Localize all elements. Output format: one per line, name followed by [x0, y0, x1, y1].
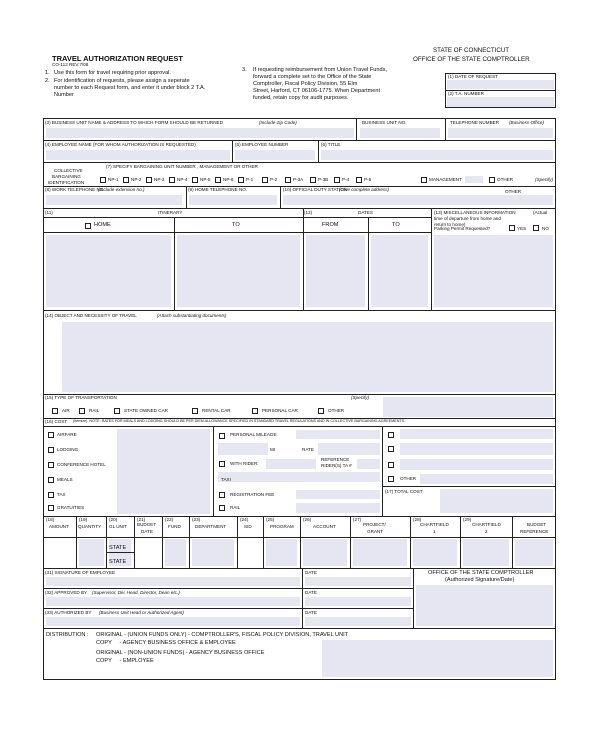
distribution-line4: COPY - EMPLOYEE: [96, 658, 154, 664]
instruction-2-line1: For identification of requests, please assign a seperate: [54, 78, 190, 84]
funding-column-number: (19): [79, 517, 88, 522]
funding-header-project-l1: PROJECT/: [363, 522, 386, 527]
funding-header-department: DEPARTMENT: [195, 524, 227, 529]
authorized-by-label: (33) AUTHORIZED BY: [45, 610, 92, 615]
bargaining-unit-label: (7) SPECIFY BARGAINING UNIT NUMBER , MANAGEMENT OR OTHER: [106, 164, 258, 169]
state-line1: STATE OF CONNECTICUT: [433, 47, 510, 54]
funding-column-number: (29): [463, 517, 472, 522]
bargaining-unit-option-label: NP-2: [131, 177, 142, 182]
from-label: FROM: [322, 222, 339, 228]
bargaining-unit-option-label: OTHER: [497, 177, 514, 182]
distribution-field[interactable]: [322, 640, 553, 677]
official-duty-station-label: (10) OFFICIAL DUTY STATION: [283, 187, 348, 192]
date-of-request-field[interactable]: [447, 80, 554, 89]
bargaining-unit-checkbox[interactable]: [169, 177, 175, 183]
cost-item-checkbox[interactable]: [48, 432, 54, 438]
title-label: (6) TITLE: [321, 142, 341, 147]
cost-item-label: LODGING: [57, 447, 79, 452]
cost-right-field-2[interactable]: [400, 443, 553, 455]
approved-by-label: (32) APPROVED BY: [45, 590, 88, 595]
bargaining-unit-checkbox[interactable]: [285, 177, 291, 183]
bargaining-unit-option-label: P-1: [246, 177, 254, 182]
rail-cost-label: RAIL: [230, 505, 241, 510]
funding-column-divider: [263, 516, 264, 568]
funding-column-divider: [410, 516, 411, 568]
funding-header-amount: AMOUNT: [49, 524, 69, 529]
instruction-2-line3: Number: [54, 92, 74, 98]
transportation-option-label: AIR: [62, 408, 70, 413]
business-unit-no-label: BUSINESS UNIT NO.: [362, 120, 407, 125]
funding-header-gl-unit-l1: GL UNIT: [109, 524, 127, 529]
employee-number-label: (5) EMPLOYEE NUMBER: [235, 142, 289, 147]
approved-date-field[interactable]: [305, 597, 411, 606]
dates-num: (12): [304, 210, 313, 215]
transportation-specify: (Specify): [351, 395, 370, 400]
registration-fee-checkbox[interactable]: [219, 492, 225, 498]
registration-fee-label: REGISTRATION FEE: [230, 492, 275, 497]
telephone-number-label: TELEPHONE NUMBER: [450, 120, 500, 125]
transportation-checkbox[interactable]: [114, 408, 120, 414]
bargaining-other-note: (Specify): [535, 177, 554, 182]
dates-to-field[interactable]: [371, 235, 428, 307]
instruction-3-line3: Comptroller, Fiscal Policy Division, 55 Elm: [253, 81, 358, 87]
funding-column-number: (23): [192, 517, 201, 522]
bargaining-unit-checkbox[interactable]: [192, 177, 198, 183]
bargaining-unit-checkbox[interactable]: [123, 177, 129, 183]
funding-column-divider: [189, 516, 190, 568]
transportation-checkbox[interactable]: [318, 408, 324, 414]
dates-to-label: TO: [392, 222, 400, 228]
bargaining-unit-option-label: NP-1: [108, 177, 119, 182]
funding-header-chartfield2-l2: 2: [485, 529, 488, 534]
bargaining-unit-option-label: NP-6: [223, 177, 234, 182]
distribution-line1: ORIGINAL - (UNION FUNDS ONLY) - COMPTROLLER'S, FISCAL POLICY DIVISION, TRAVEL UNIT: [96, 632, 349, 638]
funding-column-divider: [134, 516, 135, 568]
employee-name-label: (4) EMPLOYEE NAME (FOR WHOM AUTHORIZATION IS REQUESTED): [45, 142, 196, 147]
rail-cost-field[interactable]: [296, 503, 380, 513]
transportation-other-field[interactable]: [383, 397, 553, 417]
transportation-checkbox[interactable]: [79, 408, 85, 414]
telephone-number-note: (Business Office): [509, 120, 544, 125]
employee-signature-label: (31) SIGNATURE OF EMPLOYEE: [45, 570, 116, 575]
ta-number-label: (2) T.A. NUMBER: [448, 91, 484, 96]
instruction-3-line5: funded, retain copy for audit purposes.: [253, 95, 349, 101]
miles-field[interactable]: [218, 443, 268, 455]
cost-item-checkbox[interactable]: [48, 492, 54, 498]
cost-item-label: CONFERENCE HOTEL: [57, 462, 106, 467]
home-telephone-field[interactable]: [189, 195, 277, 205]
misc-info-line1b: (Actual: [533, 210, 548, 215]
misc-info-line3: return to home): [434, 222, 466, 227]
authorized-date-label: DATE: [305, 610, 317, 615]
business-unit-name-label: (3) BUSINESS UNIT NAME & ADDRESS TO WHICH FORM SHOULD BE RETURNED: [45, 120, 223, 125]
cost-item-checkbox[interactable]: [48, 447, 54, 453]
comptroller-signature-field[interactable]: [416, 585, 553, 626]
cost-other-field[interactable]: [420, 474, 553, 484]
instruction-3-line4: Street, Harford, CT 06106-1775. When Department: [253, 88, 381, 94]
funding-header-budget-date-l1: BUDGET: [137, 522, 157, 527]
work-telephone-label: (8) WORK TELEPHONE NO.: [45, 187, 105, 192]
transportation-option-label: RAIL: [89, 408, 100, 413]
instruction-1: Use this form for travel requiring prior approval.: [54, 70, 171, 76]
transportation-option-label: PERSONAL CAR: [262, 408, 298, 413]
distribution-label: DISTRIBUTION :: [46, 632, 89, 638]
employee-number-field[interactable]: [235, 150, 315, 160]
bargaining-unit-option-label: P-5: [364, 177, 372, 182]
misc-info-field[interactable]: [434, 235, 553, 307]
authorized-by-note: (Business Unit Head or Authorized Agent): [99, 610, 184, 615]
cost-item-checkbox[interactable]: [48, 477, 54, 483]
bargaining-unit-checkbox[interactable]: [215, 177, 221, 183]
total-cost-label: (17) TOTAL COST: [385, 489, 423, 494]
cost-note: (Itemize). NOTE: RATES FOR MEALS AND LODGING SHOULD BE PER DIEM ALLOWANCE SPECIFIED IN STANDARD TRAVEL REGULATIONS AND IN COLLECTIVE BARGAINING AGREEMENTS.: [73, 419, 406, 423]
funding-header-fund: FUND: [168, 524, 181, 529]
transportation-option-label: RENTAL CAR: [202, 408, 231, 413]
cbi-line3: IDENTIFICATION: [48, 180, 85, 185]
funding-column-divider: [460, 516, 461, 568]
funding-header-divider: [43, 537, 556, 538]
reference-field[interactable]: [357, 459, 380, 469]
funding-project-field[interactable]: [353, 539, 407, 566]
funding-header-chartfield1-l2: 1: [433, 529, 436, 534]
funding-column-divider: [237, 516, 238, 568]
cost-item-checkbox[interactable]: [48, 462, 54, 468]
bargaining-unit-option-label: P-4: [342, 177, 350, 182]
funding-column-divider: [300, 516, 301, 568]
bargaining-unit-option-label: P-2: [270, 177, 278, 182]
itinerary-to-field[interactable]: [177, 235, 300, 307]
cbi-line2: BARGAINING: [52, 174, 81, 179]
work-telephone-field[interactable]: [46, 195, 182, 205]
telephone-number-field[interactable]: [448, 128, 553, 138]
rate-field[interactable]: [318, 443, 380, 455]
business-unit-name-note: (Include Zip Code): [259, 120, 297, 125]
taxi-line-field[interactable]: [218, 472, 380, 482]
funding-fund-field[interactable]: [165, 539, 186, 566]
misc-info-line1: (13) MISCELLANEOUS INFORMATION: [434, 210, 516, 215]
itinerary-label: ITINERARY: [158, 210, 183, 215]
employee-date-label: DATE: [305, 570, 317, 575]
funding-column-number: (26): [303, 517, 312, 522]
object-of-travel-label: (14) OBJECT AND NECESSITY OF TRAVEL: [45, 313, 137, 318]
dates-label: DATES: [358, 210, 373, 215]
transportation-checkbox[interactable]: [52, 408, 58, 414]
cost-item-label: AIRFARE: [57, 432, 77, 437]
business-unit-no-field[interactable]: [360, 128, 440, 138]
funding-column-number: (20): [109, 517, 118, 522]
with-rider-label: WITH RIDER:: [230, 461, 259, 466]
funding-department-field[interactable]: [192, 539, 234, 566]
business-unit-name-field[interactable]: [46, 128, 354, 138]
authorized-date-field[interactable]: [305, 617, 411, 626]
rail-cost-checkbox[interactable]: [219, 505, 225, 511]
cost-right-field-1[interactable]: [400, 429, 553, 439]
distribution-line3: ORIGINAL - (NON-UNION FUNDS) - AGENCY BUSINESS OFFICE: [96, 650, 265, 656]
home-label: HOME: [94, 222, 111, 228]
comptroller-line1: OFFICE OF THE STATE COMPTROLLER: [428, 570, 534, 576]
cost-item-checkbox[interactable]: [48, 505, 54, 511]
bargaining-unit-checkbox[interactable]: [334, 177, 340, 183]
parking-no-checkbox[interactable]: [533, 225, 539, 231]
bargaining-unit-checkbox[interactable]: [262, 177, 268, 183]
funding-header-sid: SID: [244, 524, 252, 529]
instruction-3-line2: forward a complete set to the Office of the State: [253, 74, 372, 80]
rate-label: RATE: [302, 447, 314, 452]
bargaining-unit-checkbox[interactable]: [238, 177, 244, 183]
funding-column-divider: [162, 516, 163, 568]
cost-right-checkbox-1[interactable]: [388, 432, 394, 438]
instruction-3-number: 3.: [242, 67, 247, 73]
funding-header-chartfield2-l1: CHARTFIELD: [472, 522, 501, 527]
cost-other-checkbox[interactable]: [388, 476, 394, 482]
funding-header-budget-ref-l1: BUDGET: [527, 522, 547, 527]
bargaining-unit-option-label: NP-4: [177, 177, 188, 182]
funding-budget-ref-field[interactable]: [515, 539, 553, 566]
transportation-label: (15) TYPE OF TRANSPORTATION: [45, 395, 117, 400]
funding-column-number: (21): [137, 517, 146, 522]
itinerary-num: (11): [45, 210, 53, 215]
cost-right-checkbox-3[interactable]: [388, 462, 394, 468]
funding-column-divider: [76, 516, 77, 568]
work-telephone-note: (Include extension no.): [98, 187, 145, 192]
cost-item-label: GRATUITIES: [57, 505, 85, 510]
employee-date-field[interactable]: [305, 577, 411, 586]
bargaining-unit-checkbox[interactable]: [356, 177, 362, 183]
title-field[interactable]: [321, 150, 553, 160]
parking-yes-label: YES: [517, 226, 527, 231]
bargaining-unit-checkbox[interactable]: [310, 177, 316, 183]
with-rider-checkbox[interactable]: [219, 461, 225, 467]
state-line2: OFFICE OF THE STATE COMPTROLLER: [413, 56, 530, 63]
home-checkbox[interactable]: [85, 223, 91, 229]
funding-state-2: STATE: [109, 559, 127, 565]
funding-chartfield1-field[interactable]: [413, 539, 457, 566]
funding-column-number: (24): [240, 517, 249, 522]
funding-column-divider: [106, 516, 107, 568]
employee-signature-field[interactable]: [46, 577, 300, 586]
funding-header-project-l2: GRANT: [367, 529, 384, 534]
cost-item-label: TAX: [57, 492, 66, 497]
misc-info-line2: time of departure from home and: [434, 216, 501, 221]
taxi-label: TAXI: [221, 477, 231, 482]
miles-label: MI: [270, 447, 276, 452]
funding-column-number: (25): [266, 517, 275, 522]
employee-name-field[interactable]: [46, 150, 230, 160]
funding-column-divider: [512, 516, 513, 568]
cbi-line1: COLLECTIVE: [54, 168, 83, 173]
home-telephone-label: (9) HOME TELEPHONE NO.: [188, 187, 248, 192]
funding-column-number: (27): [353, 517, 362, 522]
bargaining-unit-option-label: P-3B: [318, 177, 329, 182]
parking-no-label: NO: [542, 226, 549, 231]
registration-fee-field[interactable]: [296, 490, 380, 499]
funding-header-budget-date-l2: DATE: [141, 529, 153, 534]
cost-right-field-3[interactable]: [400, 459, 553, 470]
object-of-travel-note: (Attach substantiating documents): [157, 313, 227, 318]
object-of-travel-field[interactable]: [62, 322, 553, 392]
instruction-1-number: 1.: [45, 70, 50, 76]
reference-line2: RIDER(S) TA #: [321, 463, 352, 468]
personal-mileage-label: PERSONAL MILEAGE: [230, 432, 277, 437]
bargaining-unit-checkbox[interactable]: [489, 177, 495, 183]
funding-account-field[interactable]: [303, 539, 347, 566]
itinerary-home-field[interactable]: [46, 235, 171, 307]
funding-state-1: STATE: [109, 545, 127, 551]
dates-from-field[interactable]: [306, 235, 365, 307]
funding-header-account: ACCOUNT: [313, 524, 336, 529]
form-title: TRAVEL AUTHORIZATION REQUEST: [52, 54, 183, 63]
date-of-request-label: (1) DATE OF REQUEST: [448, 74, 498, 79]
bargaining-unit-checkbox[interactable]: [421, 177, 427, 183]
personal-mileage-checkbox[interactable]: [219, 433, 225, 439]
parking-permit-label: Parking Permit Requested?: [434, 226, 491, 231]
instruction-3-line1: If requesting reimbursement from Union Travel Funds,: [253, 67, 387, 73]
approved-by-note: (Supervisor, Div. Head, Director, Dean etc.): [92, 590, 180, 595]
funding-column-divider: [350, 516, 351, 568]
cost-label: (16) COST: [45, 419, 68, 424]
funding-chartfield2-field[interactable]: [463, 539, 509, 566]
total-cost-field[interactable]: [440, 489, 553, 513]
cost-item-label: MEALS: [57, 477, 73, 482]
bargaining-unit-option-label: P-3A: [293, 177, 304, 182]
funding-header-program: PROGRAM: [270, 524, 294, 529]
approved-by-field[interactable]: [46, 597, 300, 606]
instruction-2-number: 2.: [45, 78, 50, 84]
bargaining-unit-checkbox[interactable]: [100, 177, 106, 183]
funding-program-field[interactable]: [266, 539, 297, 566]
personal-mileage-field[interactable]: [296, 430, 380, 439]
authorized-by-field[interactable]: [46, 617, 300, 626]
ta-number-field[interactable]: [447, 97, 554, 107]
official-duty-station-field[interactable]: [283, 195, 553, 205]
bargaining-unit-option-label: NP-5: [200, 177, 211, 182]
official-duty-other-label: OTHER: [505, 189, 522, 194]
reference-line1: REFERENCE: [321, 457, 350, 462]
transportation-checkbox[interactable]: [252, 408, 258, 414]
with-rider-field[interactable]: [266, 459, 316, 469]
to-label: TO: [232, 222, 240, 228]
distribution-line2: COPY - AGENCY BUSINESS OFFICE & EMPLOYEE: [96, 640, 236, 646]
funding-header-chartfield1-l1: CHARTFIELD: [420, 522, 449, 527]
management-field[interactable]: [465, 176, 483, 183]
funding-header-quantity: QUANTITY: [78, 524, 102, 529]
bargaining-unit-option-label: NP-3: [154, 177, 165, 182]
official-duty-station-note: (Give complete address): [339, 187, 390, 192]
form-number: CO-112 REV.7/08: [52, 62, 89, 67]
transportation-option-label: STATE OWNED CAR: [124, 408, 168, 413]
funding-header-budget-ref-l2: REFERENCE: [520, 529, 549, 534]
transportation-option-label: OTHER: [328, 408, 345, 413]
transportation-checkbox[interactable]: [192, 408, 198, 414]
funding-column-number: (22): [165, 517, 174, 522]
funding-column-number: (28): [413, 517, 422, 522]
bargaining-unit-checkbox[interactable]: [146, 177, 152, 183]
cost-other-label: OTHER: [400, 476, 417, 481]
funding-state-divider: [106, 552, 134, 553]
parking-yes-checkbox[interactable]: [509, 225, 515, 231]
instruction-2-line2: number to each Request form, and enter it under block 2 T.A.: [54, 85, 206, 91]
comptroller-line2: (Authorized Signature/Date): [445, 577, 515, 583]
funding-quantity-field[interactable]: [79, 539, 104, 566]
cost-left-fields[interactable]: [117, 429, 210, 514]
bargaining-unit-option-label: MANAGEMENT: [429, 177, 462, 182]
cost-right-checkbox-2[interactable]: [388, 446, 394, 452]
funding-column-number: (18): [46, 517, 55, 522]
approved-date-label: DATE: [305, 590, 317, 595]
